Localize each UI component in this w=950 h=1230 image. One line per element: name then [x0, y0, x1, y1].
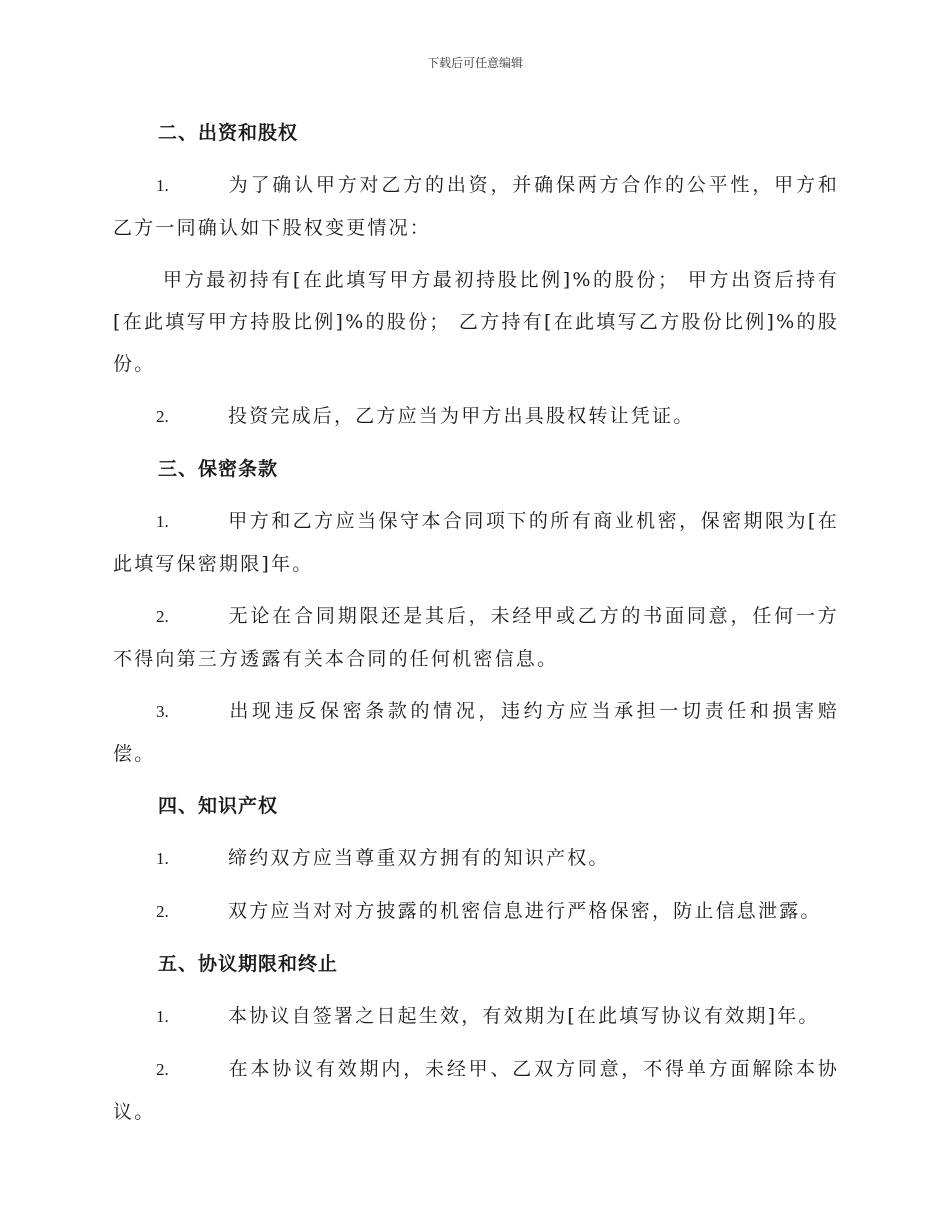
paragraph: 甲方最初持有[在此填写甲方最初持股比例]%的股份； 甲方出资后持有[在此填写甲方持股比例]%的股份； 乙方持有[在此填写乙方股份比例]%的股份。: [113, 269, 839, 375]
clause: [113, 395, 839, 438]
clause: [113, 1048, 839, 1133]
section-heading: 三、保密条款: [158, 458, 279, 480]
clause-text: 出现违反保密条款的情况，违约方应当承担一切责任和损害赔偿。: [113, 700, 839, 765]
clause-number: 1.: [156, 849, 169, 868]
clause: [113, 837, 839, 880]
section-heading: 二、出资和股权: [158, 122, 299, 144]
clause-text: 缔约双方应当尊重双方拥有的知识产权。: [228, 847, 610, 869]
clause: [113, 690, 839, 775]
clause-text: 为了确认甲方对乙方的出资，并确保两方合作的公平性，甲方和乙方一同确认如下股权变更情况：: [113, 174, 839, 239]
clause-text: 投资完成后，乙方应当为甲方出具股权转让凭证。: [228, 405, 695, 427]
clause-text: 在本协议有效期内，未经甲、乙双方同意，不得单方面解除本协议。: [113, 1058, 839, 1123]
clause-number: 2.: [156, 407, 169, 426]
clause: [113, 164, 839, 249]
clause-number: 2.: [156, 607, 169, 626]
clause: [113, 890, 839, 933]
clause-number: 1.: [156, 512, 169, 531]
clause: [113, 500, 839, 585]
clause-number: 3.: [156, 702, 169, 721]
clause-number: 2.: [156, 1060, 169, 1079]
clause-number: 1.: [156, 1007, 169, 1026]
clause-number: 2.: [156, 902, 169, 921]
clause-text: 本协议自签署之日起生效，有效期为[在此填写协议有效期]年。: [228, 1005, 820, 1027]
section-heading: 四、知识产权: [158, 795, 279, 817]
clause: [113, 995, 839, 1038]
clause: [113, 595, 839, 680]
section-heading: 五、协议期限和终止: [158, 953, 339, 975]
clause-text: 甲方和乙方应当保守本合同项下的所有商业机密，保密期限为[在此填写保密期限]年。: [113, 510, 839, 575]
clause-text: 无论在合同期限还是其后，未经甲或乙方的书面同意，任何一方不得向第三方透露有关本合同的任何机密信息。: [113, 605, 839, 670]
page-header: 下载后可任意编辑: [426, 56, 523, 70]
document-body: [113, 108, 839, 1143]
clause-text: 双方应当对对方披露的机密信息进行严格保密，防止信息泄露。: [228, 900, 822, 922]
clause-number: 1.: [156, 176, 169, 195]
